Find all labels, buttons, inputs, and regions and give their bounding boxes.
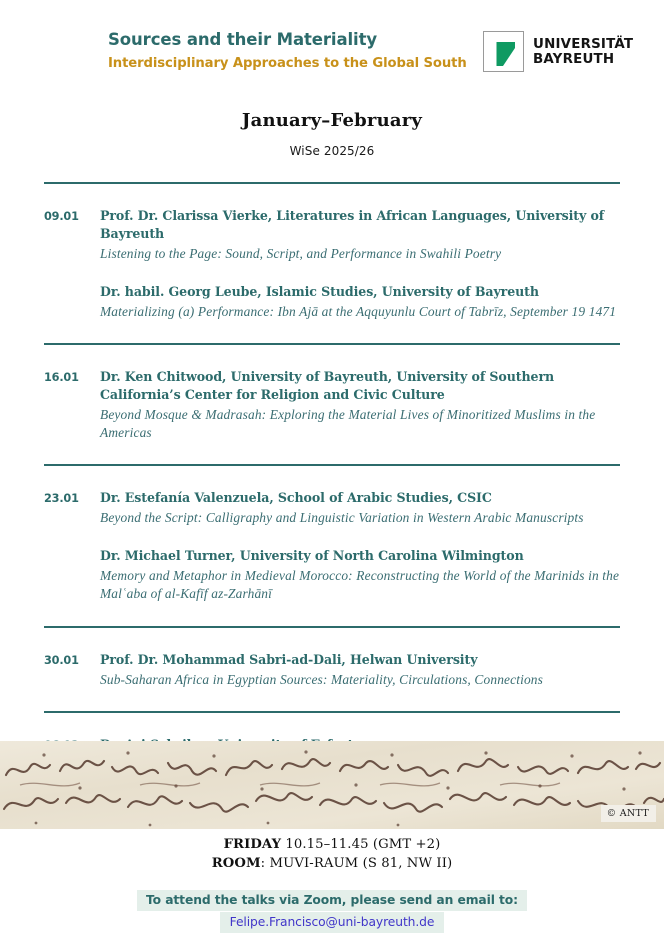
session-row xyxy=(44,184,620,343)
session-row xyxy=(44,466,620,625)
header-titles xyxy=(108,30,467,72)
poster-header xyxy=(0,0,664,90)
talk-title: Sub-Saharan Africa in Egyptian Sources: Materiality, Circulations, Connections xyxy=(100,671,544,687)
talk-title: Listening to the Page: Sound, Script, and Performance in Swahili Poetry xyxy=(100,245,502,261)
footer-room-value: : MUVI-RAUM (S 81, NW II) xyxy=(260,856,453,872)
talk-item xyxy=(100,368,620,442)
talk-title: Beyond Mosque & Madrasah: Exploring the Material Lives of Minoritized Muslims in the Americas xyxy=(100,406,596,441)
talk-title: Memory and Metaphor in Medieval Morocco: Reconstructing the World of the Marinids in the Malʿaba of al-Kafīf az-Zarhānī xyxy=(100,568,620,602)
session-talks xyxy=(93,207,620,321)
talk-speaker: Prof. Dr. Clarissa Vierke, Literatures in African Languages, University of Bayreuth xyxy=(100,208,605,241)
talk-title: Materializing (a) Performance: Ibn Ajā at the Aqquyunlu Court of Tabrīz, September 19 1471 xyxy=(100,303,617,319)
footer-time-line xyxy=(0,835,664,854)
footer-room-line xyxy=(0,854,664,873)
semester-label: WiSe 2025/26 xyxy=(289,144,375,158)
zoom-email-link[interactable]: Felipe.Francisco@uni-bayreuth.de xyxy=(220,912,445,933)
university-logo xyxy=(483,31,633,72)
session-talks xyxy=(93,651,620,689)
university-logo-mark-icon xyxy=(483,31,524,72)
talk-item xyxy=(100,547,620,603)
talk-speaker: Prof. Dr. Mohammad Sabri-ad-Dali, Helwan University xyxy=(100,651,478,667)
talk-item xyxy=(100,651,620,689)
talk-title: Beyond the Script: Calligraphy and Linguistic Variation in Western Arabic Manuscripts xyxy=(100,510,584,526)
session-date: 30.01 xyxy=(44,653,79,667)
month-title: January–February xyxy=(241,110,423,131)
talk-speaker: Dr. Ken Chitwood, University of Bayreuth, University of Southern California’s Center for Religion and Civic Culture xyxy=(100,369,555,402)
session-date: 16.01 xyxy=(44,371,79,385)
footer-room-label: ROOM xyxy=(211,856,261,872)
session-talks xyxy=(93,489,620,603)
footer-time-value: 10.15–11.45 (GMT +2) xyxy=(281,837,441,852)
university-logo-line1: UNIVERSITÄT xyxy=(533,36,634,52)
poster-footer xyxy=(0,835,664,933)
schedule-list xyxy=(0,182,664,796)
month-block xyxy=(0,110,664,158)
zoom-instruction: To attend the talks via Zoom, please send an email to: xyxy=(137,890,527,911)
footer-day-label: FRIDAY xyxy=(223,837,282,852)
session-talks xyxy=(93,368,620,442)
talk-item xyxy=(100,207,620,263)
university-logo-text xyxy=(533,37,633,67)
page-subtitle: Interdisciplinary Approaches to the Global South xyxy=(108,55,467,71)
session-date: 09.01 xyxy=(44,210,79,223)
talk-item xyxy=(100,489,620,527)
page-title: Sources and their Materiality xyxy=(108,30,378,49)
manuscript-image xyxy=(0,741,664,829)
talk-speaker: Dr. habil. Georg Leube, Islamic Studies, University of Bayreuth xyxy=(100,283,539,299)
session-row xyxy=(44,345,620,464)
session-date: 23.01 xyxy=(44,492,79,506)
image-credit: © ANTT xyxy=(601,805,656,822)
talk-speaker: Dr. Michael Turner, University of North Carolina Wilmington xyxy=(100,548,524,564)
session-row xyxy=(44,628,620,711)
talk-item xyxy=(100,283,620,321)
zoom-contact-block xyxy=(0,890,664,933)
talk-speaker: Dr. Estefanía Valenzuela, School of Arabic Studies, CSIC xyxy=(100,490,492,506)
university-logo-line2: BAYREUTH xyxy=(533,51,615,67)
